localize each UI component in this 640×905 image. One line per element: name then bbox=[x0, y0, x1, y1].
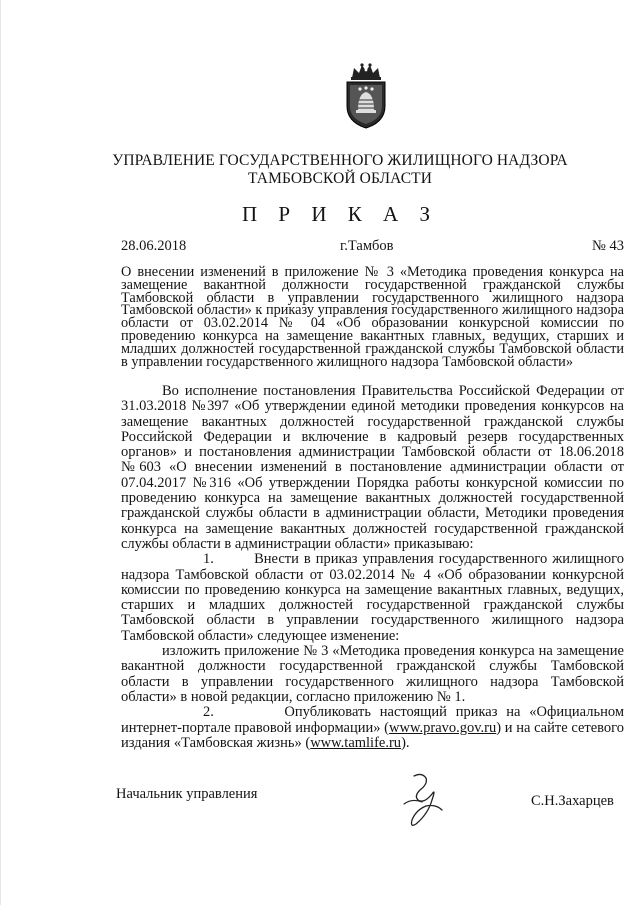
item-2-paragraph bbox=[121, 705, 624, 751]
item-2-text-a: Опубликовать настоящий приказ на «Официальном интернет-портале правовой информации» ( bbox=[121, 704, 624, 736]
organization-name-line-2: ТАМБОВСКОЙ ОБЛАСТИ bbox=[248, 170, 432, 187]
preamble-paragraph: Во исполнение постановления Правительства Российской Федерации от 31.03.2018 №397 «Об утверждении единой методики проведения конкурсов на замещение вакантных должностей государственной гражданской службы Российской Федерации и включение в кадровый резерв государственных органов» и постановления администрации Тамбовской области от 18.06.2018 №603 «О внесении изменений в постановление администрации области от 07.04.2017 №316 «Об утверждении Порядка работы конкурсной комиссии по проведению конкурса на замещение вакантных должностей государственной гражданской службы области в администрации области, Методики проведения конкурса на замещение вакантных должностей государственной гражданской службы области в администрации области» приказываю: bbox=[121, 383, 624, 552]
organization-name-line-1: УПРАВЛЕНИЕ ГОСУДАРСТВЕННОГО ЖИЛИЩНОГО НАДЗОРА bbox=[112, 152, 568, 169]
document-subject: О внесении изменений в приложение № 3 «Методика проведения конкурса на замещение вакантной должности государственной гражданской службы Тамбовской области в управлении государственного жилищного надзора Тамбовской области» к приказу управления государственного жилищного надзора области от 03.02.2014 № 04 «Об образовании конкурсной комиссии по проведению конкурса на замещение вакантных главных, ведущих, старших и младших должностей государственной гражданской службы Тамбовской области в управлении государственного жилищного надзора Тамбовской области» bbox=[121, 264, 624, 370]
item-1-number: 1. bbox=[203, 551, 214, 568]
document-date: 28.06.2018 bbox=[121, 238, 187, 254]
item-2-text-b: ) и на сайте сетевого издания «Тамбовская жизнь» ( bbox=[121, 719, 624, 751]
tamlife-link[interactable]: www.tamlife.ru bbox=[310, 734, 402, 751]
item-1-text: Внести в приказ управления государственного жилищного надзора Тамбовской области от 03.02.2014 № 4 «Об образовании конкурсной комиссии по проведению конкурса на замещение вакантных главных, ведущих, старших и младших должностей государственной гражданской службы Тамбовской области в управлении государственного жилищного надзора Тамбовской области» следующее изменение: bbox=[121, 551, 625, 644]
scan-edge bbox=[0, 0, 1, 905]
signer-name: С.Н.Захарцев bbox=[531, 793, 614, 809]
item-2-number: 2. bbox=[203, 704, 214, 721]
organization-name bbox=[60, 152, 620, 188]
pravo-link[interactable]: www.pravo.gov.ru bbox=[389, 719, 497, 736]
tambov-coat-of-arms-icon bbox=[342, 62, 390, 130]
document-type-title: П Р И К А З bbox=[242, 202, 438, 226]
item-1-paragraph bbox=[121, 552, 624, 644]
document-body bbox=[121, 384, 624, 751]
signer-position: Начальник управления bbox=[116, 786, 258, 802]
item-2-text-c: ). bbox=[401, 734, 410, 751]
handwritten-signature-icon bbox=[392, 770, 454, 832]
document-city: г.Тамбов bbox=[340, 238, 394, 254]
document-number: № 43 bbox=[592, 238, 624, 254]
item-1-sub-paragraph: изложить приложение № 3 «Методика проведения конкурса на замещение вакантной должности государственной гражданской службы Тамбовской области в управлении государственного жилищного надзора Тамбовской области» в новой редакции, согласно приложению № 1. bbox=[121, 643, 624, 705]
